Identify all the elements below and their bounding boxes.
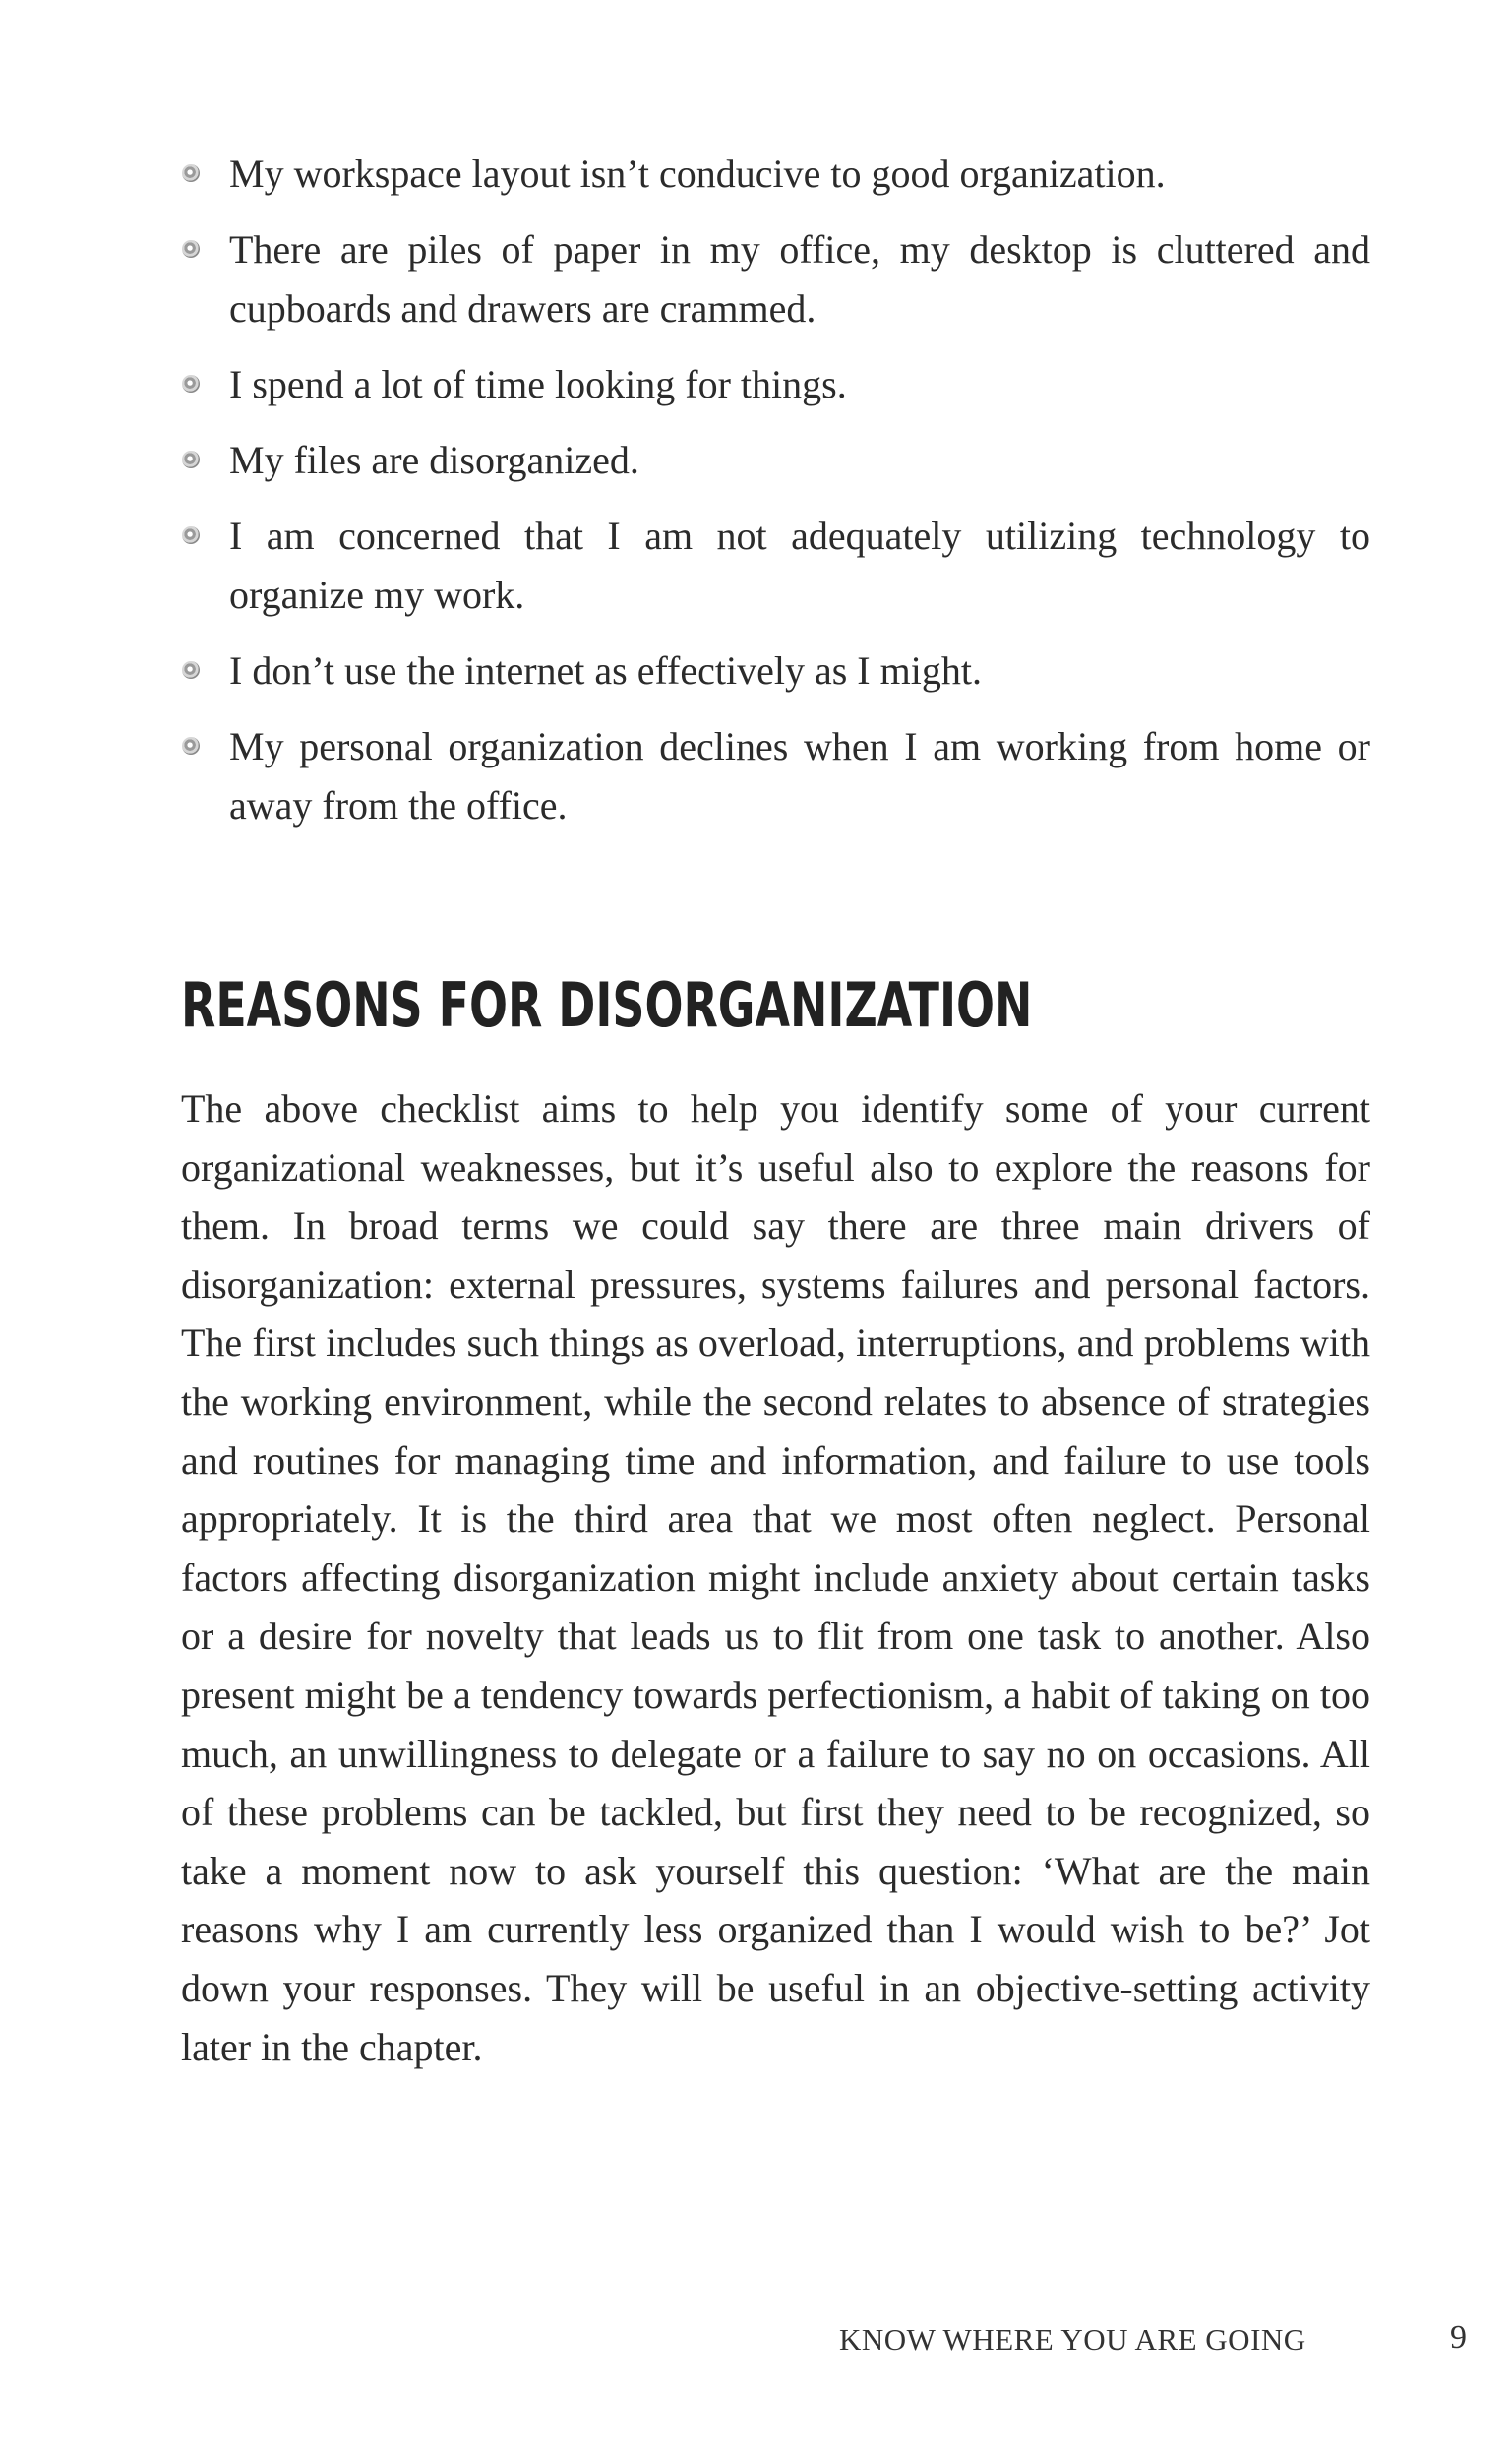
bullet-icon bbox=[182, 164, 200, 182]
checklist-item bbox=[180, 717, 1370, 835]
bullet-icon bbox=[182, 375, 200, 393]
checklist-item-text: There are piles of paper in my office, my desktop is cluttered and cupboards and drawers are crammed. bbox=[229, 227, 1370, 331]
checklist-item-text: I spend a lot of time looking for things. bbox=[229, 362, 847, 406]
checklist bbox=[180, 145, 1370, 852]
section-heading: REASONS FOR DISORGANIZATION bbox=[181, 969, 1033, 1041]
checklist-item-text: I don’t use the internet as effectively as I might. bbox=[229, 648, 982, 693]
checklist-item bbox=[180, 220, 1370, 338]
checklist-item bbox=[180, 145, 1370, 204]
bullet-icon bbox=[182, 240, 200, 258]
checklist-item bbox=[180, 507, 1370, 625]
bullet-icon bbox=[182, 526, 200, 544]
checklist-item-text: My files are disorganized. bbox=[229, 438, 639, 482]
section-body: The above checklist aims to help you identify some of your current organizational weaknesses, but it’s useful also to explore the reasons for them. In broad terms we could say there are three main drivers of disorganization: external pressures, systems failures and personal factors. The first includes such things as overload, interruptions, and problems with the working environment, while the second relates to absence of strategies and routines for managing time and information, and failure to use tools appropriately. It is the third area that we most often neglect. Personal factors affecting disorganization might include anxiety about certain tasks or a desire for novelty that leads us to flit from one task to another. Also present might be a tendency towards perfectionism, a habit of taking on too much, an unwillingness to delegate or a failure to say no on occasions. All of these problems can be tackled, but first they need to be recognized, so take a moment now to ask yourself this question: ‘What are the main reasons why I am currently less organized than I would wish to be?’ Jot down your responses. They will be useful in an objective-setting activity later in the chapter. bbox=[181, 1086, 1370, 2069]
bullet-icon bbox=[182, 737, 200, 755]
checklist-item-text: I am concerned that I am not adequately utilizing technology to organize my work. bbox=[229, 514, 1370, 617]
bullet-icon bbox=[182, 661, 200, 679]
checklist-item bbox=[180, 431, 1370, 490]
checklist-item bbox=[180, 642, 1370, 701]
bullet-icon bbox=[182, 451, 200, 468]
checklist-item bbox=[180, 355, 1370, 414]
page-number: 9 bbox=[1450, 2319, 1467, 2356]
running-footer-title: KNOW WHERE YOU ARE GOING bbox=[839, 2322, 1306, 2357]
checklist-item-text: My workspace layout isn’t conducive to good organization. bbox=[229, 152, 1166, 196]
checklist-item-text: My personal organization declines when I am working from home or away from the office. bbox=[229, 724, 1370, 828]
